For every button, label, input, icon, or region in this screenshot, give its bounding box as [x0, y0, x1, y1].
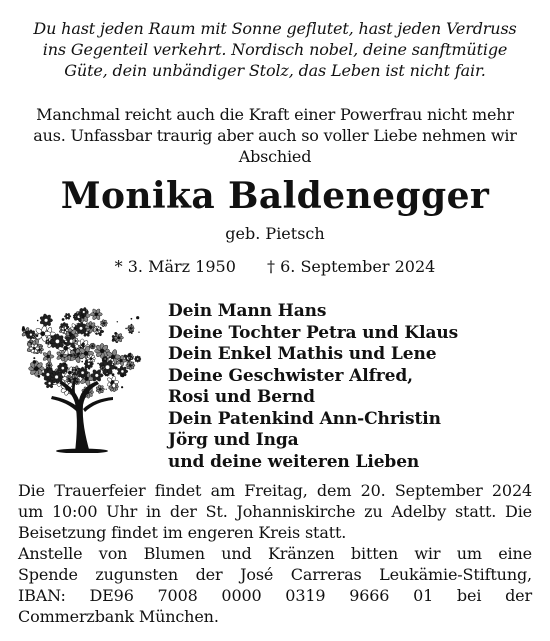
poem-line: Du hast jeden Raum mit Sonne geflutet, hast jeden Verdruss — [33, 19, 517, 38]
birth-date: * 3. März 1950 — [114, 257, 236, 276]
mourner-line: Deine Tochter Petra und Klaus — [168, 322, 459, 343]
mourner-line: Jörg und Inga — [168, 430, 299, 450]
mourner-line: Deine Geschwister Alfred, — [168, 365, 413, 386]
donation-paragraph — [18, 543, 532, 627]
service-line: Beisetzung findet im engeren Kreis statt. — [18, 523, 347, 542]
donation-line: Commerzbank München. — [18, 607, 219, 626]
service-paragraph — [18, 480, 532, 543]
poem — [18, 18, 532, 81]
life-dates — [0, 257, 550, 277]
service-line: Die Trauerfeier findet am Freitag, dem 20. September 2024 — [18, 481, 532, 500]
mourner-line: Rosi und Bernd — [168, 387, 315, 407]
donation-line: Anstelle von Blumen und Kränzen bitten wir um eine — [18, 544, 532, 563]
poem-line: ins Gegenteil verkehrt. Nordisch nobel, deine sanftmütige — [42, 40, 508, 59]
mourners-list — [168, 301, 458, 473]
intro-line: Abschied — [238, 147, 312, 166]
intro-line: aus. Unfassbar traurig aber auch so voller Liebe nehmen wir — [33, 126, 517, 145]
poem-line: Güte, dein unbändiger Stolz, das Leben ist nicht fair. — [64, 61, 486, 80]
deceased-name: Monika Baldenegger — [60, 175, 490, 217]
tree-ground — [56, 449, 108, 454]
flower-tree-icon — [15, 305, 150, 453]
mourner-line: Dein Patenkind Ann-Christin — [168, 408, 441, 429]
service-details — [18, 480, 532, 627]
mourner-line: und deine weiteren Lieben — [168, 451, 420, 472]
mourner-line: Dein Enkel Mathis und Lene — [168, 344, 437, 364]
donation-line: IBAN: DE96 7008 0000 0319 9666 01 bei der — [18, 586, 532, 605]
tree-canopy — [21, 307, 141, 398]
maiden-name: geb. Pietsch — [225, 224, 325, 243]
mourner-line: Dein Mann Hans — [168, 301, 327, 321]
intro-text — [18, 104, 532, 167]
intro-line: Manchmal reicht auch die Kraft einer Powerfrau nicht mehr — [36, 105, 514, 124]
donation-line: Spende zugunsten der José Carreras Leukämie-Stiftung, — [18, 565, 532, 584]
death-date: † 6. September 2024 — [267, 257, 436, 276]
service-line: um 10:00 Uhr in der St. Johanniskirche zu Adelby statt. Die — [18, 502, 532, 521]
